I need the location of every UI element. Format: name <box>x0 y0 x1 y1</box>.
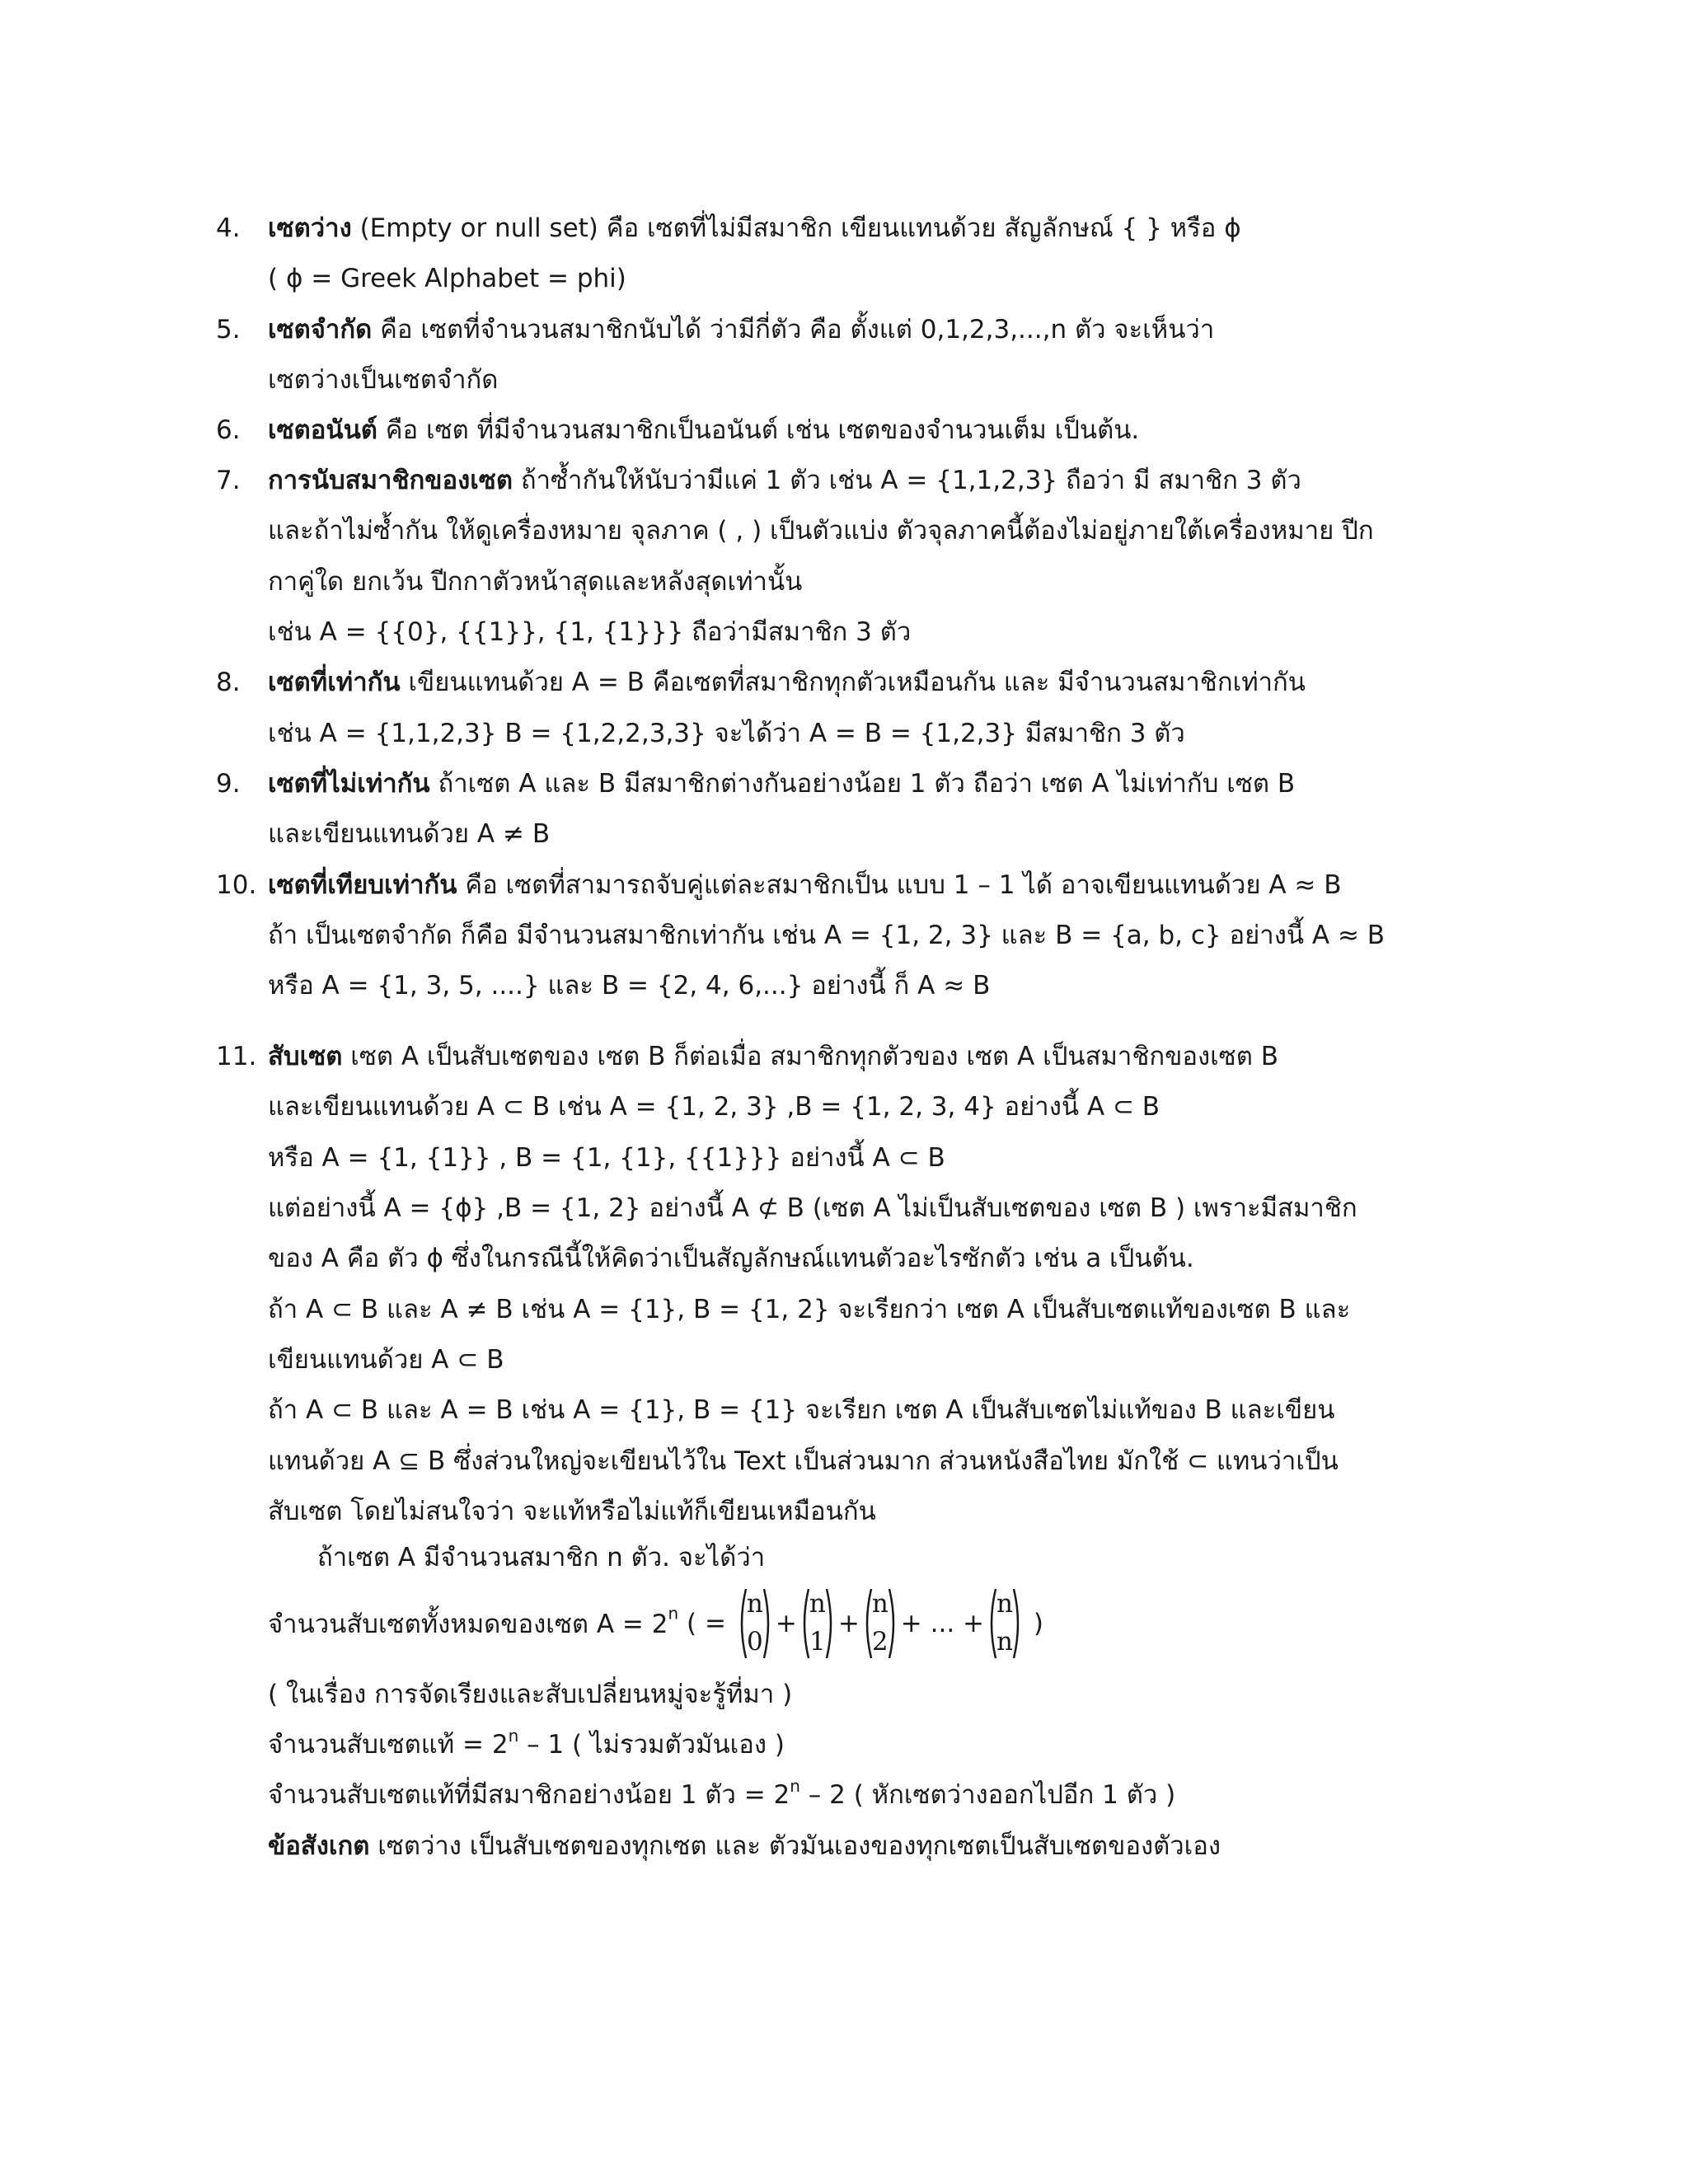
item-11-line4: แต่อย่างนี้ A = {ϕ} ,B = {1, 2} อย่างนี้ A ⊄ B (เซต A ไม่เป็นสับเซตของ เซต B ) เพราะมีสมาชิก <box>268 1193 1357 1223</box>
item-10-line3: หรือ A = {1, 3, 5, ....} และ B = {2, 4, 6,...} อย่างนี้ ก็ A ≈ B <box>268 971 991 1001</box>
item-number: 11. <box>216 1042 257 1071</box>
term-finite-set: เซตจำกัด <box>268 315 373 344</box>
subset-count-formula: จำนวนสับเซตทั้งหมดของเซต $A = 2^n$ ( = n 0 + n 1 + n 2 + ... + n n ) <box>268 1584 1043 1666</box>
term-empty-set: เซตว่าง <box>268 213 352 243</box>
binomial-coefficient: n 1 <box>799 1584 837 1663</box>
item-11-line11: ถ้าเซต A มีจำนวนสมาชิก n ตัว. จะได้ว่า <box>317 1543 766 1572</box>
item-number: 10. <box>216 870 257 900</box>
item-11-line10: สับเซต โดยไม่สนใจว่า จะแท้หรือไม่แท้ก็เขียนเหมือนกัน <box>268 1497 876 1526</box>
item-4-text: เซตว่าง (Empty or null set) คือ เซตที่ไม่มีสมาชิก เขียนแทนด้วย สัญลักษณ์ { } หรือ ϕ <box>268 213 1241 243</box>
item-11-line8: ถ้า A ⊂ B และ A = B เช่น A = {1}, B = {1} จะเรียก เซต A เป็นสับเซตไม่แท้ของ B และเขียน <box>268 1395 1335 1425</box>
item-11-line3: หรือ A = {1, {1}} , B = {1, {1}, {{1}}} อย่างนี้ A ⊂ B <box>268 1143 945 1173</box>
item-9-line2: และเขียนแทนด้วย A ≠ B <box>268 819 551 849</box>
item-7-line2: และถ้าไม่ซ้ำกัน ให้ดูเครื่องหมาย จุลภาค ( , ) เป็นตัวแบ่ง ตัวจุลภาคนี้ต้องไม่อยู่ภายใต้เครื่องหมาย ปีก <box>268 516 1374 546</box>
item-5-text: เซตจำกัด คือ เซตที่จำนวนสมาชิกนับได้ ว่ามีกี่ตัว คือ ตั้งแต่ 0,1,2,3,...,n ตัว จะเห็นว่า <box>268 315 1215 344</box>
binomial-coefficient: n 0 <box>736 1584 774 1663</box>
item-number: 9. <box>216 769 241 799</box>
item-11-text: สับเซต เซต A เป็นสับเซตของ เซต B ก็ต่อเมื่อ สมาชิกทุกตัวของ เซต A เป็นสมาชิกของเซต B <box>268 1042 1278 1071</box>
item-4-line2: ( ϕ = Greek Alphabet = phi) <box>268 264 626 293</box>
item-7-line3: กาคู่ใด ยกเว้น ปีกกาตัวหน้าสุดและหลังสุดเท่านั้น <box>268 567 803 597</box>
item-6-text: เซตอนันต์ คือ เซต ที่มีจำนวนสมาชิกเป็นอนันต์ เช่น เซตของจำนวนเต็ม เป็นต้น. <box>268 415 1140 445</box>
term-equal-sets: เซตที่เท่ากัน <box>268 668 401 697</box>
note-label: ข้อสังเกต <box>268 1831 370 1861</box>
term-equivalent-sets: เซตที่เทียบเท่ากัน <box>268 870 457 900</box>
item-5-line2: เซตว่างเป็นเซตจำกัด <box>268 365 499 395</box>
binomial-coefficient: n 2 <box>861 1584 899 1663</box>
item-11-line12: ( ในเรื่อง การจัดเรียงและสับเปลี่ยนหมู่จะรู้ที่มา ) <box>268 1680 793 1709</box>
item-number: 5. <box>216 315 241 344</box>
term-infinite-set: เซตอนันต์ <box>268 415 377 445</box>
item-7-line4: เช่น A = {{0}, {{1}}, {1, {1}}} ถือว่ามีสมาชิก 3 ตัว <box>268 617 912 647</box>
item-11-line5: ของ A คือ ตัว ϕ ซึ่งในกรณีนี้ให้คิดว่าเป็นสัญลักษณ์แทนตัวอะไรซักตัว เช่น a เป็นต้น. <box>268 1244 1194 1273</box>
item-10-text: เซตที่เทียบเท่ากัน คือ เซตที่สามารถจับคู่แต่ละสมาชิกเป็น แบบ 1 – 1 ได้ อาจเขียนแทนด้วย A ≈ B <box>268 870 1342 900</box>
item-8-line2: เช่น A = {1,1,2,3} B = {1,2,2,3,3} จะได้ว่า A = B = {1,2,3} มีสมาชิก 3 ตัว <box>268 719 1185 748</box>
item-8-text: เซตที่เท่ากัน เขียนแทนด้วย A = B คือเซตที่สมาชิกทุกตัวเหมือนกัน และ มีจำนวนสมาชิกเท่ากัน <box>268 668 1306 697</box>
item-10-line2: ถ้า เป็นเซตจำกัด ก็คือ มีจำนวนสมาชิกเท่ากัน เช่น A = {1, 2, 3} และ B = {a, b, c} อย่างนี้ A ≈ B <box>268 921 1386 950</box>
observation-note: ข้อสังเกต เซตว่าง เป็นสับเซตของทุกเซต และ ตัวมันเองของทุกเซตเป็นสับเซตของตัวเอง <box>268 1831 1221 1861</box>
proper-subset-count: จำนวนสับเซตแท้ = $2^n - 1$ ( ไม่รวมตัวมันเอง ) <box>268 1726 785 1760</box>
term-unequal-sets: เซตที่ไม่เท่ากัน <box>268 769 430 799</box>
item-11-line2: และเขียนแทนด้วย A ⊂ B เช่น A = {1, 2, 3} ,B = {1, 2, 3, 4} อย่างนี้ A ⊂ B <box>268 1092 1160 1122</box>
item-number: 8. <box>216 668 241 697</box>
binomial-coefficient: n n <box>986 1584 1024 1663</box>
item-number: 4. <box>216 213 241 243</box>
item-number: 7. <box>216 466 241 495</box>
item-11-line9: แทนด้วย A ⊆ B ซึ่งส่วนใหญ่จะเขียนไว้ใน Text เป็นส่วนมาก ส่วนหนังสือไทย มักใช้ ⊂ แทนว่าเป็น <box>268 1446 1339 1476</box>
item-7-text: การนับสมาชิกของเซต ถ้าซ้ำกันให้นับว่ามีแค่ 1 ตัว เช่น A = {1,1,2,3} ถือว่า มี สมาชิก 3 ตัว <box>268 466 1301 495</box>
item-11-line7: เขียนแทนด้วย A ⊂ B <box>268 1345 504 1375</box>
item-9-text: เซตที่ไม่เท่ากัน ถ้าเซต A และ B มีสมาชิกต่างกันอย่างน้อย 1 ตัว ถือว่า เซต A ไม่เท่ากับ เซต B <box>268 769 1296 799</box>
item-number: 6. <box>216 415 241 445</box>
term-subset: สับเซต <box>268 1042 343 1071</box>
term-counting-members: การนับสมาชิกของเซต <box>268 466 513 495</box>
item-11-line6: ถ้า A ⊂ B และ A ≠ B เช่น A = {1}, B = {1, 2} จะเรียกว่า เซต A เป็นสับเซตแท้ของเซต B และ <box>268 1295 1351 1324</box>
nonempty-proper-subset-count: จำนวนสับเซตแท้ที่มีสมาชิกอย่างน้อย 1 ตัว = $2^n - 2$ ( หักเซตว่างออกไปอีก 1 ตัว ) <box>268 1776 1176 1810</box>
